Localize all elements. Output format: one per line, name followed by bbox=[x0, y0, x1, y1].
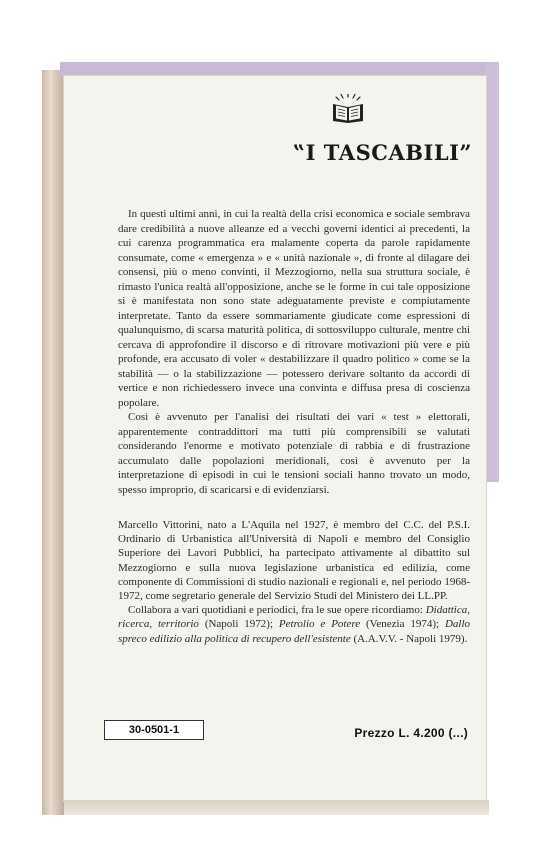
author-works-paragraph bbox=[118, 603, 470, 646]
author-bio-paragraph: Marcello Vittorini, nato a L'Aquila nel 1927, è membro del C.C. del P.S.I. Ordinario di Urbanistica all'Università di Napoli e membro del Consiglio Superiore dei Lavori Pubblici, ha partecipato attivamente al dibattito sul Mezzogiorno e sulla nuova legislazione urbanistica ed edilizia, come componente di Commissioni di studio nazionali e regionali e, nel periodo 1968-1972, come segretario generale del Servizio Studi del Ministero dei LL.PP. bbox=[118, 519, 470, 603]
work-info: (Venezia 1974); bbox=[360, 618, 445, 631]
cover-bottom-edge bbox=[64, 800, 489, 815]
work-title: Dallo spreco edilizio alla politica di recupero dell'esistente bbox=[118, 618, 470, 645]
author-bio bbox=[118, 518, 470, 646]
work-title: Didattica, ricerca, territorio bbox=[118, 604, 470, 631]
cover-spine-band-top bbox=[60, 62, 492, 76]
book-page-edges bbox=[42, 70, 64, 815]
work-info: (A.A.V.V. - Napoli 1979). bbox=[350, 632, 468, 645]
blurb-paragraph: In questi ultimi anni, in cui la realtà della crisi economica e sociale sembrava dare credibilità a nuove alleanze ed a vecchi governi identici ai precedenti, la cui carenza programmatica era malamente coperta da parole rapidamente consumate, come « emergenza » e « unità nazionale », di fronte al dilagare dei consensi, più o meno convinti, il Mezzogiorno, nella sua struttura sociale, è rimasto l'unica realtà all'opposizione, anche se le forme in cui tale opposizione si è manifestata non sono state adeguatamente previste e compiutamente interpretate. Tanto da essere sommariamente giudicate come espressioni di qualunquismo, di scarsa maturità politica, di sottosviluppo culturale, mentre chi cercava di approfondire il discorso e di ritrovare motivazioni più vere e più profonde, era accusato di voler « destabilizzare il quadro politico » come se la stabilità — o la stabilizzazione — potessero derivare soltanto da accordi di vertice e non richiedessero invece una convinta e diffusa presa di coscienza popolare. bbox=[118, 208, 470, 409]
open-book-icon bbox=[331, 94, 365, 124]
works-intro: Collabora a vari quotidiani e periodici, fra le sue opere ricordiamo: bbox=[128, 604, 426, 617]
cover-spine-band-right bbox=[485, 62, 499, 482]
catalog-code: 30-0501-1 bbox=[104, 720, 204, 740]
work-title: Petrolio e Potere bbox=[278, 618, 361, 631]
price-label: Prezzo L. 4.200 (...) bbox=[354, 726, 468, 740]
blurb-paragraph: Così è avvenuto per l'analisi dei risultati dei vari « test » elettorali, apparentemente contraddittori ma tutti più comprensibili se valutati considerando l'enorme e motivato potenziale di rabbia e di frustrazione accumulato dalle popolazioni meridionali, così è avvenuto per la interpretazione di episodi in cui le tensioni sociali hanno trovato un modo, spesso improprio, di scaricarsi e di evidenziarsi. bbox=[118, 411, 470, 496]
work-info: (Napoli 1972); bbox=[198, 618, 279, 631]
series-title: ‟I TASCABILI” bbox=[293, 140, 472, 165]
blurb-text bbox=[118, 207, 470, 497]
